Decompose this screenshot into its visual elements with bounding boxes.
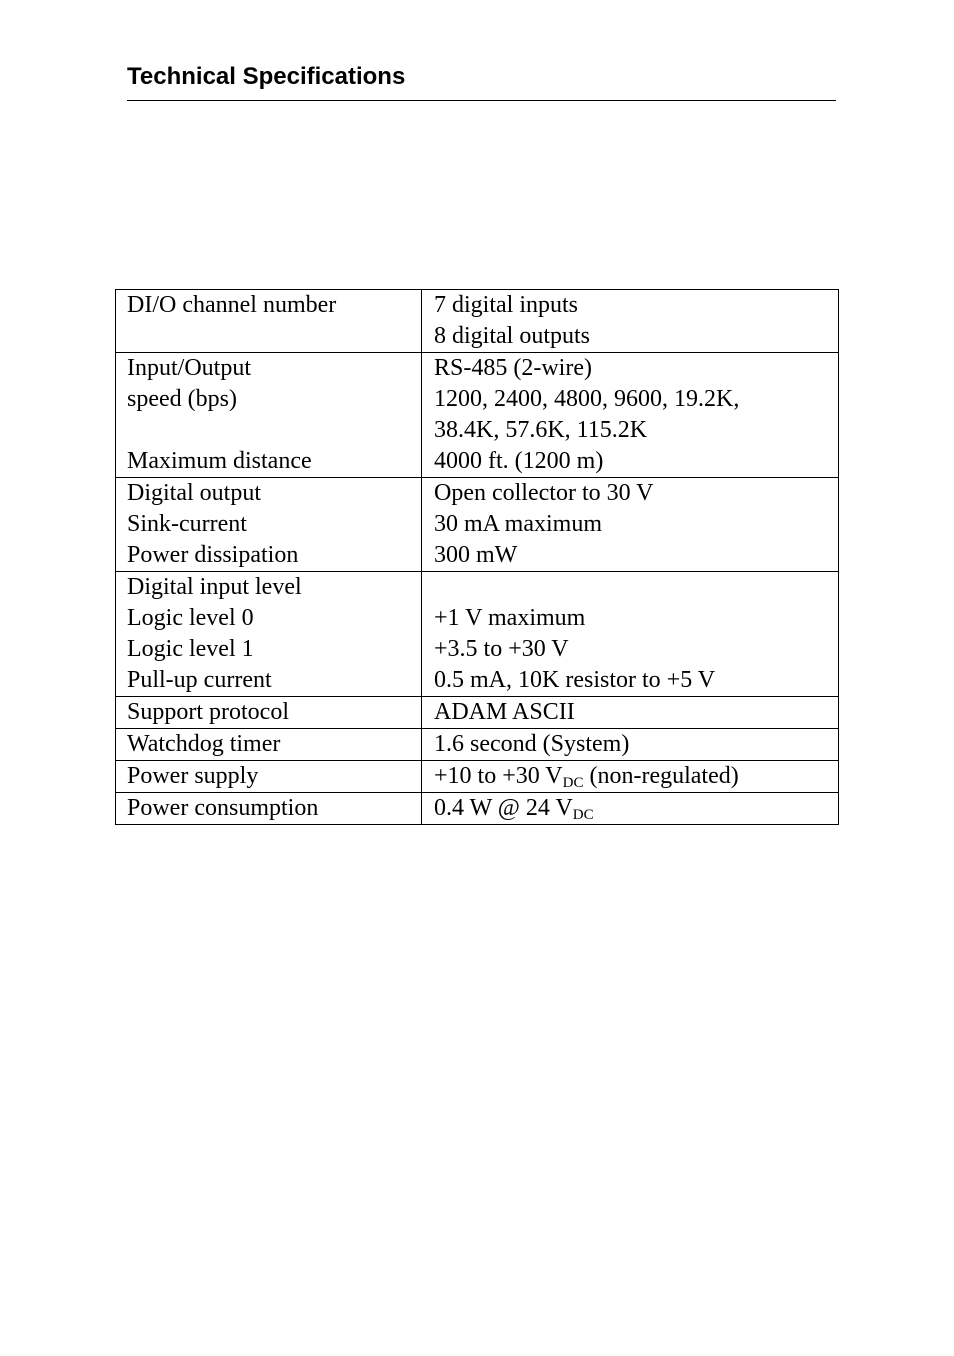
spec-label: Logic level 1 [127,636,254,662]
spec-value-main: 0.4 W @ 24 V [434,795,573,821]
spec-label [127,415,421,446]
spec-value: 1.6 second (System) [434,731,630,757]
table-row [116,793,839,825]
spec-label: Power consumption [127,795,319,821]
table-row [116,761,839,793]
spec-label: DI/O channel number [127,292,337,318]
spec-value: 4000 ft. (1200 m) [434,448,604,474]
spec-value-cell [422,761,839,793]
spec-label-cell [116,761,422,793]
spec-value-main: +10 to +30 V [434,763,563,789]
spec-value: +1 V maximum [434,605,586,631]
spec-value: 7 digital inputs [434,292,578,318]
spec-label: Watchdog timer [127,731,281,757]
spec-value: Open collector to 30 V [434,480,654,506]
page-title: Technical Specifications [127,63,406,90]
spec-value-subscript: DC [562,775,584,791]
spec-label-cell [116,290,422,353]
spec-value [434,572,838,603]
spec-value-tail: (non-regulated) [583,763,739,789]
spec-value: 8 digital outputs [434,323,590,349]
table-row [116,478,839,572]
spec-value [434,793,838,824]
spec-label: Pull-up current [127,667,272,693]
spec-value: 0.5 mA, 10K resistor to +5 V [434,667,716,693]
spec-value: 30 mA maximum [434,511,602,537]
spec-label-cell [116,697,422,729]
spec-table [115,289,839,825]
spec-label: Power dissipation [127,542,299,568]
table-row [116,729,839,761]
spec-label: Power supply [127,763,259,789]
spec-value-cell [422,729,839,761]
spec-label: speed (bps) [127,386,237,412]
spec-value: RS-485 (2-wire) [434,355,592,381]
spec-value: ADAM ASCII [434,699,575,725]
spec-value-cell [422,290,839,353]
spec-label: Digital output [127,480,261,506]
spec-label: Sink-current [127,511,247,537]
spec-value-cell [422,572,839,697]
spec-value [434,761,838,792]
spec-label: Support protocol [127,699,289,725]
spec-value: 300 mW [434,542,518,568]
spec-value-cell [422,478,839,572]
spec-label: Input/Output [127,355,251,381]
table-row [116,353,839,478]
spec-label: Logic level 0 [127,605,254,631]
spec-value-cell [422,697,839,729]
table-row [116,290,839,353]
spec-label-cell [116,572,422,697]
spec-value-cell [422,353,839,478]
spec-label: Digital input level [127,574,302,600]
spec-label-cell [116,478,422,572]
spec-label-cell [116,793,422,825]
spec-value: 38.4K, 57.6K, 115.2K [434,417,648,443]
spec-value-subscript: DC [572,807,594,823]
spec-label-cell [116,729,422,761]
spec-value: +3.5 to +30 V [434,636,569,662]
header-divider [127,100,836,101]
spec-value: 1200, 2400, 4800, 9600, 19.2K, [434,386,740,412]
spec-value-cell [422,793,839,825]
spec-label-cell [116,353,422,478]
table-row [116,697,839,729]
spec-label: Maximum distance [127,448,312,474]
table-row [116,572,839,697]
